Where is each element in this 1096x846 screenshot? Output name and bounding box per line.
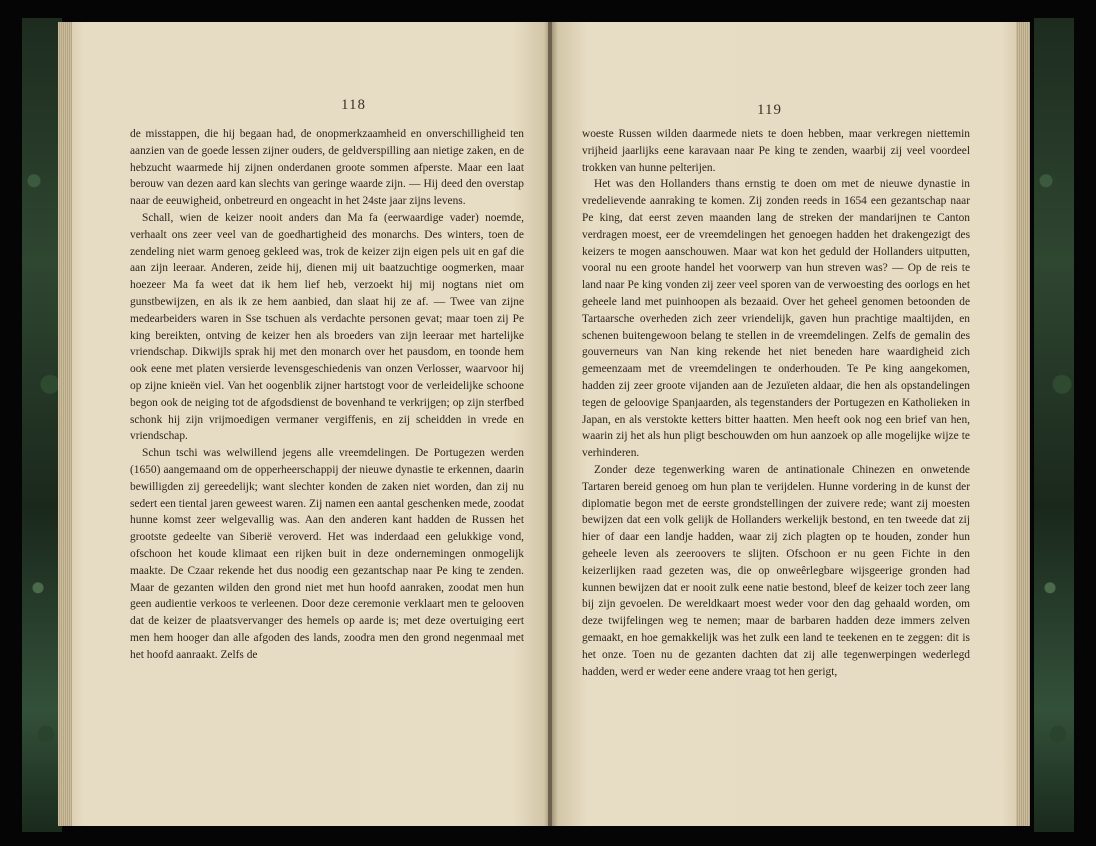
right-paragraph-3: Zonder deze tegenwerking waren de antinationale Chinezen en onwetende Tartaren bereid genoeg om hun plan te verijdelen. Hunne vordering in de kunst der diplomatie begon met de eerste grondstellingen der zuivere rede; want zij moesten bewijzen dat een volk gelijk de Hollanders werkelijk bestond, en ten tweede dat zij hier of daar een landje hadden, waar zij zich plagten op te houden, zonder hun geheele leven als zeeroovers te slijten. Ofschoon er nu geen Fichte in den keizerlijken raad gezeten was, die op onweêrlegbare wijsgeerige gronden had kunnen bewijzen dat er nooit zulk eene natie bestond, bleef de keizer toch zeer lang bij zijn gevoelen. De wereldkaart moest weder voor den dag gehaald worden, om deze twijfelingen weg te nemen; maar de barbaren hadden deze immers zelven gemaakt, en hoe gemakkelijk was het zulk een land te teekenen en te zeggen: dit is het onze. Toen nu de gezanten dachten dat zij alle tegenwerpingen wederlegd hadden, werd er weder eene andere vraag tot hen gerigt, (582, 463, 970, 678)
right-page-text (582, 126, 970, 680)
left-page-text (130, 126, 524, 664)
right-paragraph-1: woeste Russen wilden daarmede niets te doen hebben, maar verkregen niettemin vrijheid jaarlijks eene karavaan naar Pe king te zenden, waarbij zij veel voordeel trokken van hunne pelterijen. (582, 128, 970, 174)
left-page-edges (58, 22, 72, 826)
left-page-number: 118 (341, 97, 366, 113)
right-paragraph-2: Het was den Hollanders thans ernstig te doen om met de nieuwe dynastie in vredelievende aanraking te komen. Zij zonden reeds in 1654 een gezantschap naar Pe king, dat eerst zeven maanden lang de streken der mandarijnen te Canton verdragen moest, eer de vreemdelingen het genoegen hadden het drakengezigt des keizers te mogen aanschouwen. Maar wat kon het geduld der Hollanders uitputten, vooral nu een groote handel het voorwerp van hun streven was? — Op de reis te land naar Pe king vonden zij zeer veel sporen van de verwoesting des oorlogs en het geheele land met puinhoopen als bezaaid. Over het geheel genomen betoonden de Tartaarsche overheden zich zeer vriendelijk, gaven hun prachtige maaltijden, en schenen buitengewoon belang te stellen in de vreemdelingen. Zelfs de gemalin des gouverneurs van Nan king rekende het niet beneden hare waardigheid zich gemeenzaam met de vreemdelingen te onderhouden. Te Pe king aangekomen, hadden zij zeer groote vijanden aan de Jezuïeten aldaar, die hen als opstandelingen tegen de geloovige Spanjaarden, als tegenstanders der Portugezen en Katholieken in Japan, en als verstokte ketters bitter haatten. Men heeft ook nog een brief van hen, waarin zij het als hun pligt beschouwden om hun aanzoek op alle mogelijke wijze te verhinderen. (582, 178, 970, 460)
marbled-cover-left (22, 18, 62, 832)
right-page-number: 119 (757, 102, 782, 118)
marbled-cover-right (1034, 18, 1074, 832)
right-page-edges (1016, 22, 1030, 826)
left-paragraph-1: de misstappen, die hij begaan had, de onopmerkzaamheid en onverschilligheid ten aanzien van de goede lessen zijner ouders, de geldverspilling aan nietige zaken, en de hebzucht waarmede hij zijnen onderdanen groote sommen afperste. Maar een laat berouw van dezen aard kan slechts van geringe waarde zijn. — Hij deed den overstap naar de eeuwigheid, onbetreurd en ongeacht in het 24ste jaar zijns levens. (130, 128, 524, 208)
left-paragraph-3: Schun tschi was welwillend jegens alle vreemdelingen. De Portugezen werden (1650) aangemaand om de opperheerschappij der nieuwe dynastie te erkennen, daarin bewilligden zij gereedelijk; want slechter konden de zaken niet worden, dan zij nu sedert een tiental jaren geweest waren. Zij namen een aantal geschenken mede, zoodat hunne komst zeer welgevallig was. Aan den anderen kant hadden de Russen het grootste gedeelte van Siberië veroverd. Het was inderdaad een gelukkige vond, ofschoon het koude klimaat een rijken buit in deze ondernemingen onmogelijk maakte. De Czaar rekende het dus noodig een gezantschap naar Pe king te zenden. Maar de gezanten wilden den grond niet met hun hoofd aanraken, zoodat men hun geen audientie verkoos te verleenen. Door deze ceremonie verklaart men te gelooven dat de keizer de plaatsvervanger des hemels op aarde is; met deze overtuiging eert men hem hooger dan alle afgoden des lands, zoodra men den grond negenmaal met het hoofd aanraakt. Zelfs de (130, 447, 524, 661)
left-paragraph-2: Schall, wien de keizer nooit anders dan Ma fa (eerwaardige vader) noemde, verhaalt ons zeer veel van de goedhartigheid des monarchs. Des winters, toen de zendeling niet warm genoeg gekleed was, trok de keizer zijn eigen pels uit en gaf die aan zijn leeraar. Anderen, zeide hij, dienen mij uit baatzuchtige oogmerken, maar hoezeer Ma fa weet dat ik hem lief heb, verzoekt hij mij nogtans niet om gunstbewijzen, en als ik ze hem aanbied, dan slaat hij ze af. — Twee van zijne medearbeiders waren in Sse tschuen als verdachte personen gevat; maar toen zij Pe king bereikten, ontving de keizer hen als broeders van zijn leeraar met hartelijke vriendschap. Dikwijls sprak hij met den monarch over het pausdom, en toonde hem ook eene met platen versierde levensgeschiedenis van onzen Verlosser, waarvoor hij op zijne knieën viel. Van het oogenblik zijner hartstogt voor de verleidelijke schoone begon ook de neiging tot de afgodsdienst de bovenhand te verkrijgen; op zijn sterfbed schonk hij zijn vrijmoedigen vermaner vergiffenis, en zij scheidden in vrede en vriendschap. (130, 211, 524, 443)
